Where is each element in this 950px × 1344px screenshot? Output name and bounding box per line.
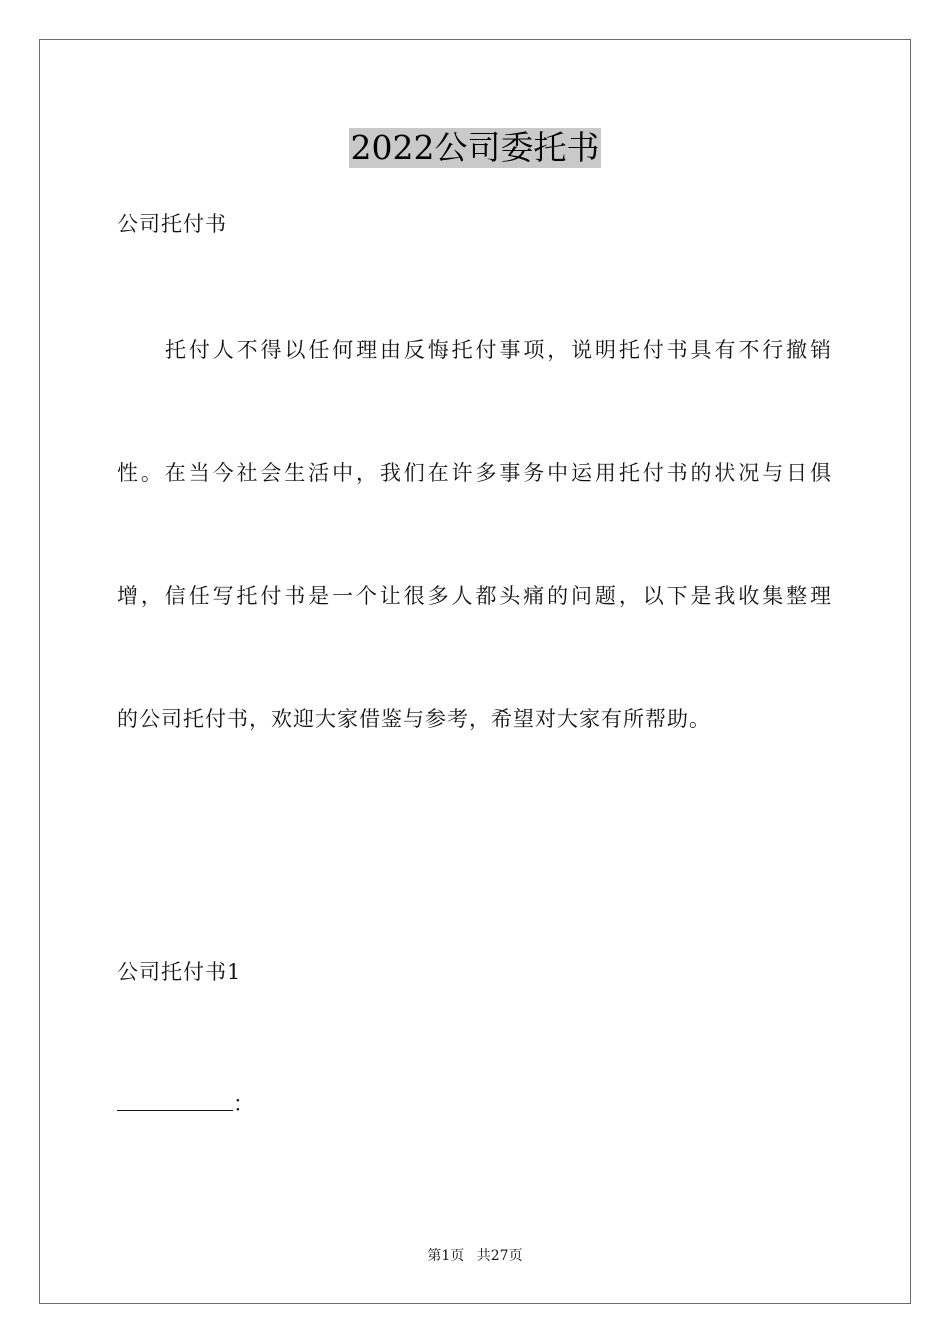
title-container — [0, 128, 950, 168]
page-footer — [0, 1247, 950, 1265]
document-heading: 公司托付书 — [117, 212, 227, 236]
document-title: 2022公司委托书 — [350, 128, 600, 167]
paragraph-line: 托付人不得以任何理由反悔托付事项，说明托付书具有不行撤销 — [165, 338, 832, 362]
paragraph-line: 增，信任写托付书是一个让很多人都头痛的问题，以下是我收集整理 — [117, 584, 832, 608]
paragraph-line: 性。在当今社会生活中，我们在许多事务中运用托付书的状况与日俱 — [117, 461, 832, 485]
addressee-blank — [117, 1092, 233, 1111]
addressee-colon: ： — [233, 1092, 254, 1116]
page-total: 共27页 — [476, 1248, 523, 1264]
section-heading: 公司托付书1 — [117, 960, 242, 984]
paragraph-line: 的公司托付书，欢迎大家借鉴与参考，希望对大家有所帮助。 — [117, 707, 711, 731]
addressee-line — [117, 1090, 254, 1118]
page-number: 第1页 — [427, 1248, 465, 1264]
